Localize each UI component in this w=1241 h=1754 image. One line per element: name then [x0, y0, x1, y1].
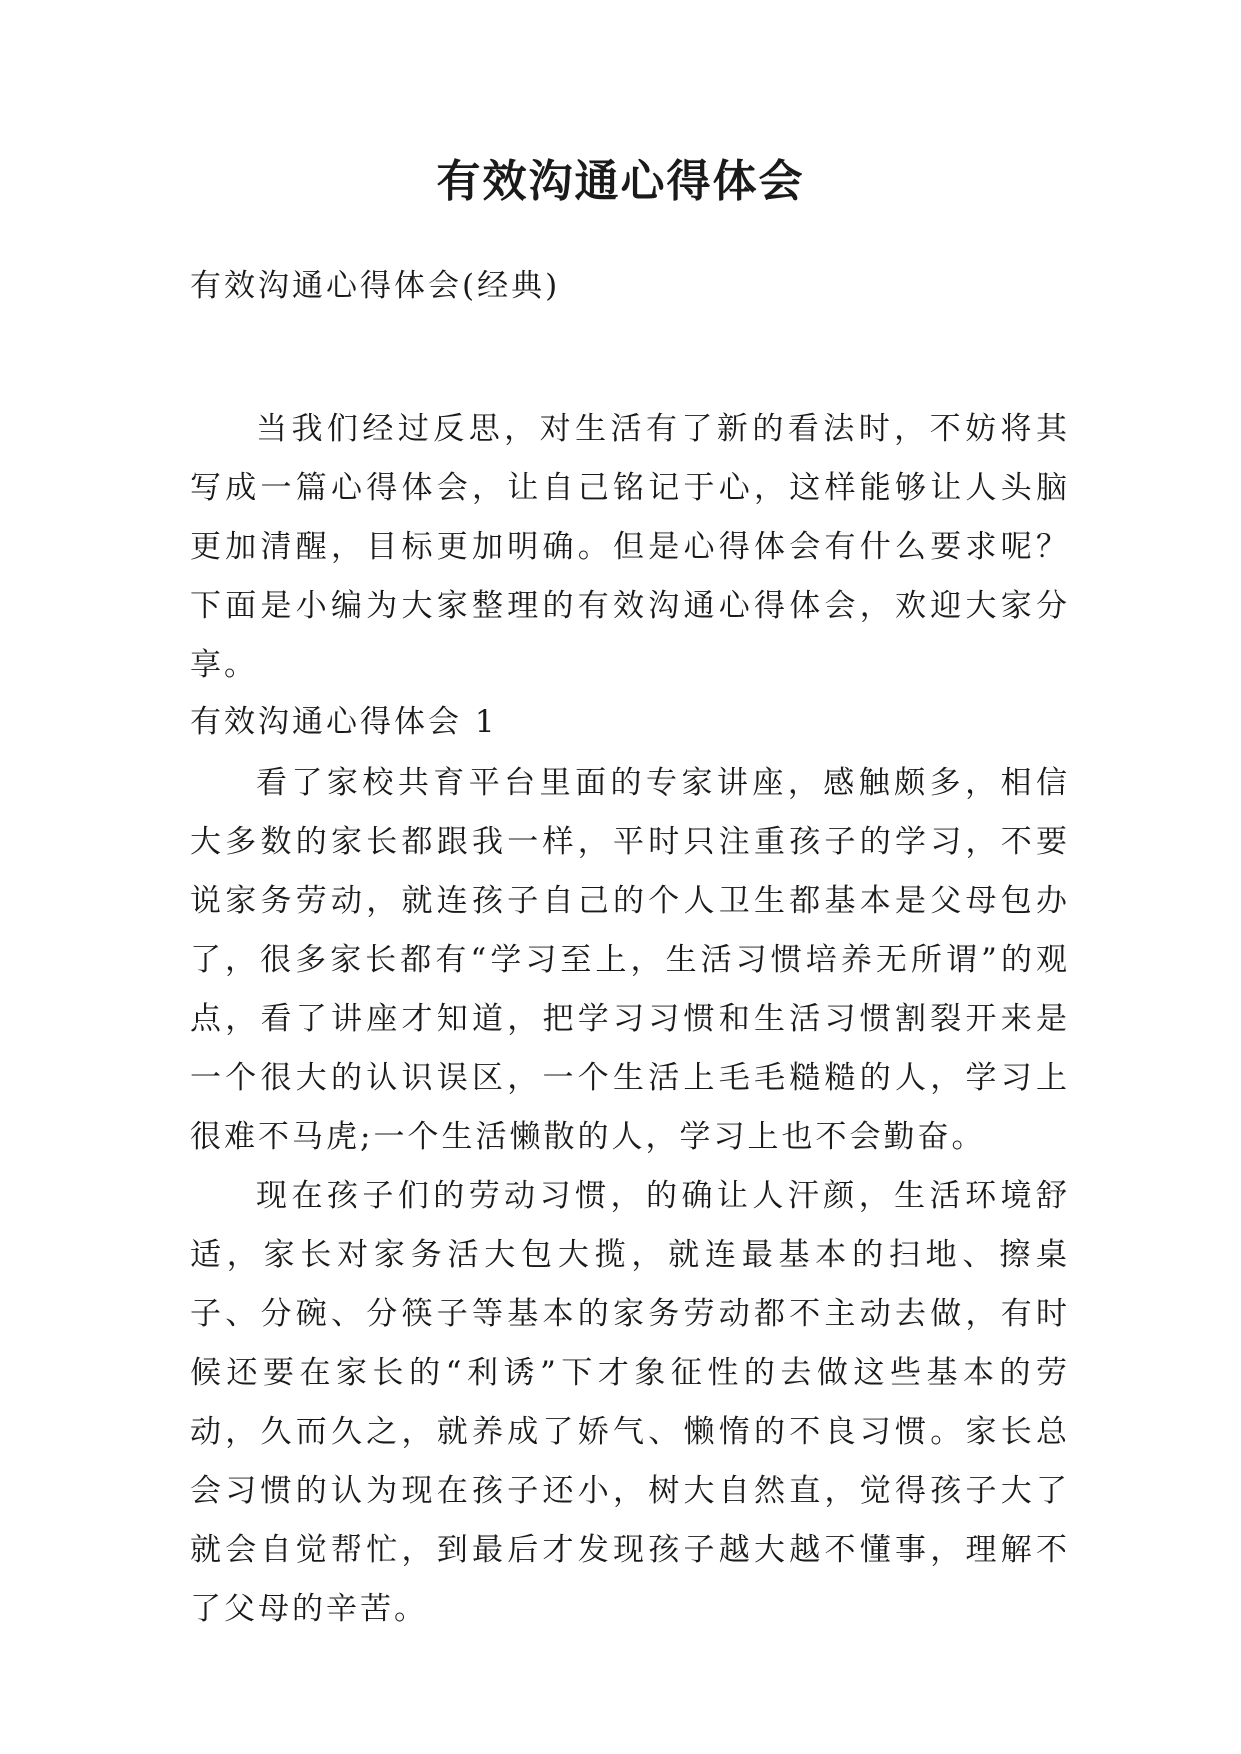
intro-paragraph: 当我们经过反思，对生活有了新的看法时，不妨将其写成一篇心得体会，让自己铭记于心，这样能够让人头脑更加清醒，目标更加明确。但是心得体会有什么要求呢？下面是小编为大家整理的有效沟通心得体会，欢迎大家分享。 — [190, 411, 1070, 683]
section-heading: 有效沟通心得体会 1 — [190, 704, 498, 740]
document-subtitle: 有效沟通心得体会(经典) — [190, 268, 561, 304]
body-paragraph: 看了家校共育平台里面的专家讲座，感触颇多，相信大多数的家长都跟我一样，平时只注重孩子的学习，不要说家务劳动，就连孩子自己的个人卫生都基本是父母包办了，很多家长都有“学习至上，生活习惯培养无所谓”的观点，看了讲座才知道，把学习习惯和生活习惯割裂开来是一个很大的认识误区，一个生活上毛毛糙糙的人，学习上很难不马虎;一个生活懒散的人，学习上也不会勤奋。 — [190, 765, 1070, 1155]
body-paragraph: 现在孩子们的劳动习惯，的确让人汗颜，生活环境舒适，家长对家务活大包大揽，就连最基本的扫地、擦桌子、分碗、分筷子等基本的家务劳动都不主动去做，有时候还要在家长的“利诱”下才象征性的去做这些基本的劳动，久而久之，就养成了娇气、懒惰的不良习惯。家长总会习惯的认为现在孩子还小，树大自然直，觉得孩子大了就会自觉帮忙，到最后才发现孩子越大越不懂事，理解不了父母的辛苦。 — [190, 1178, 1070, 1627]
document-title: 有效沟通心得体会 — [436, 156, 805, 207]
